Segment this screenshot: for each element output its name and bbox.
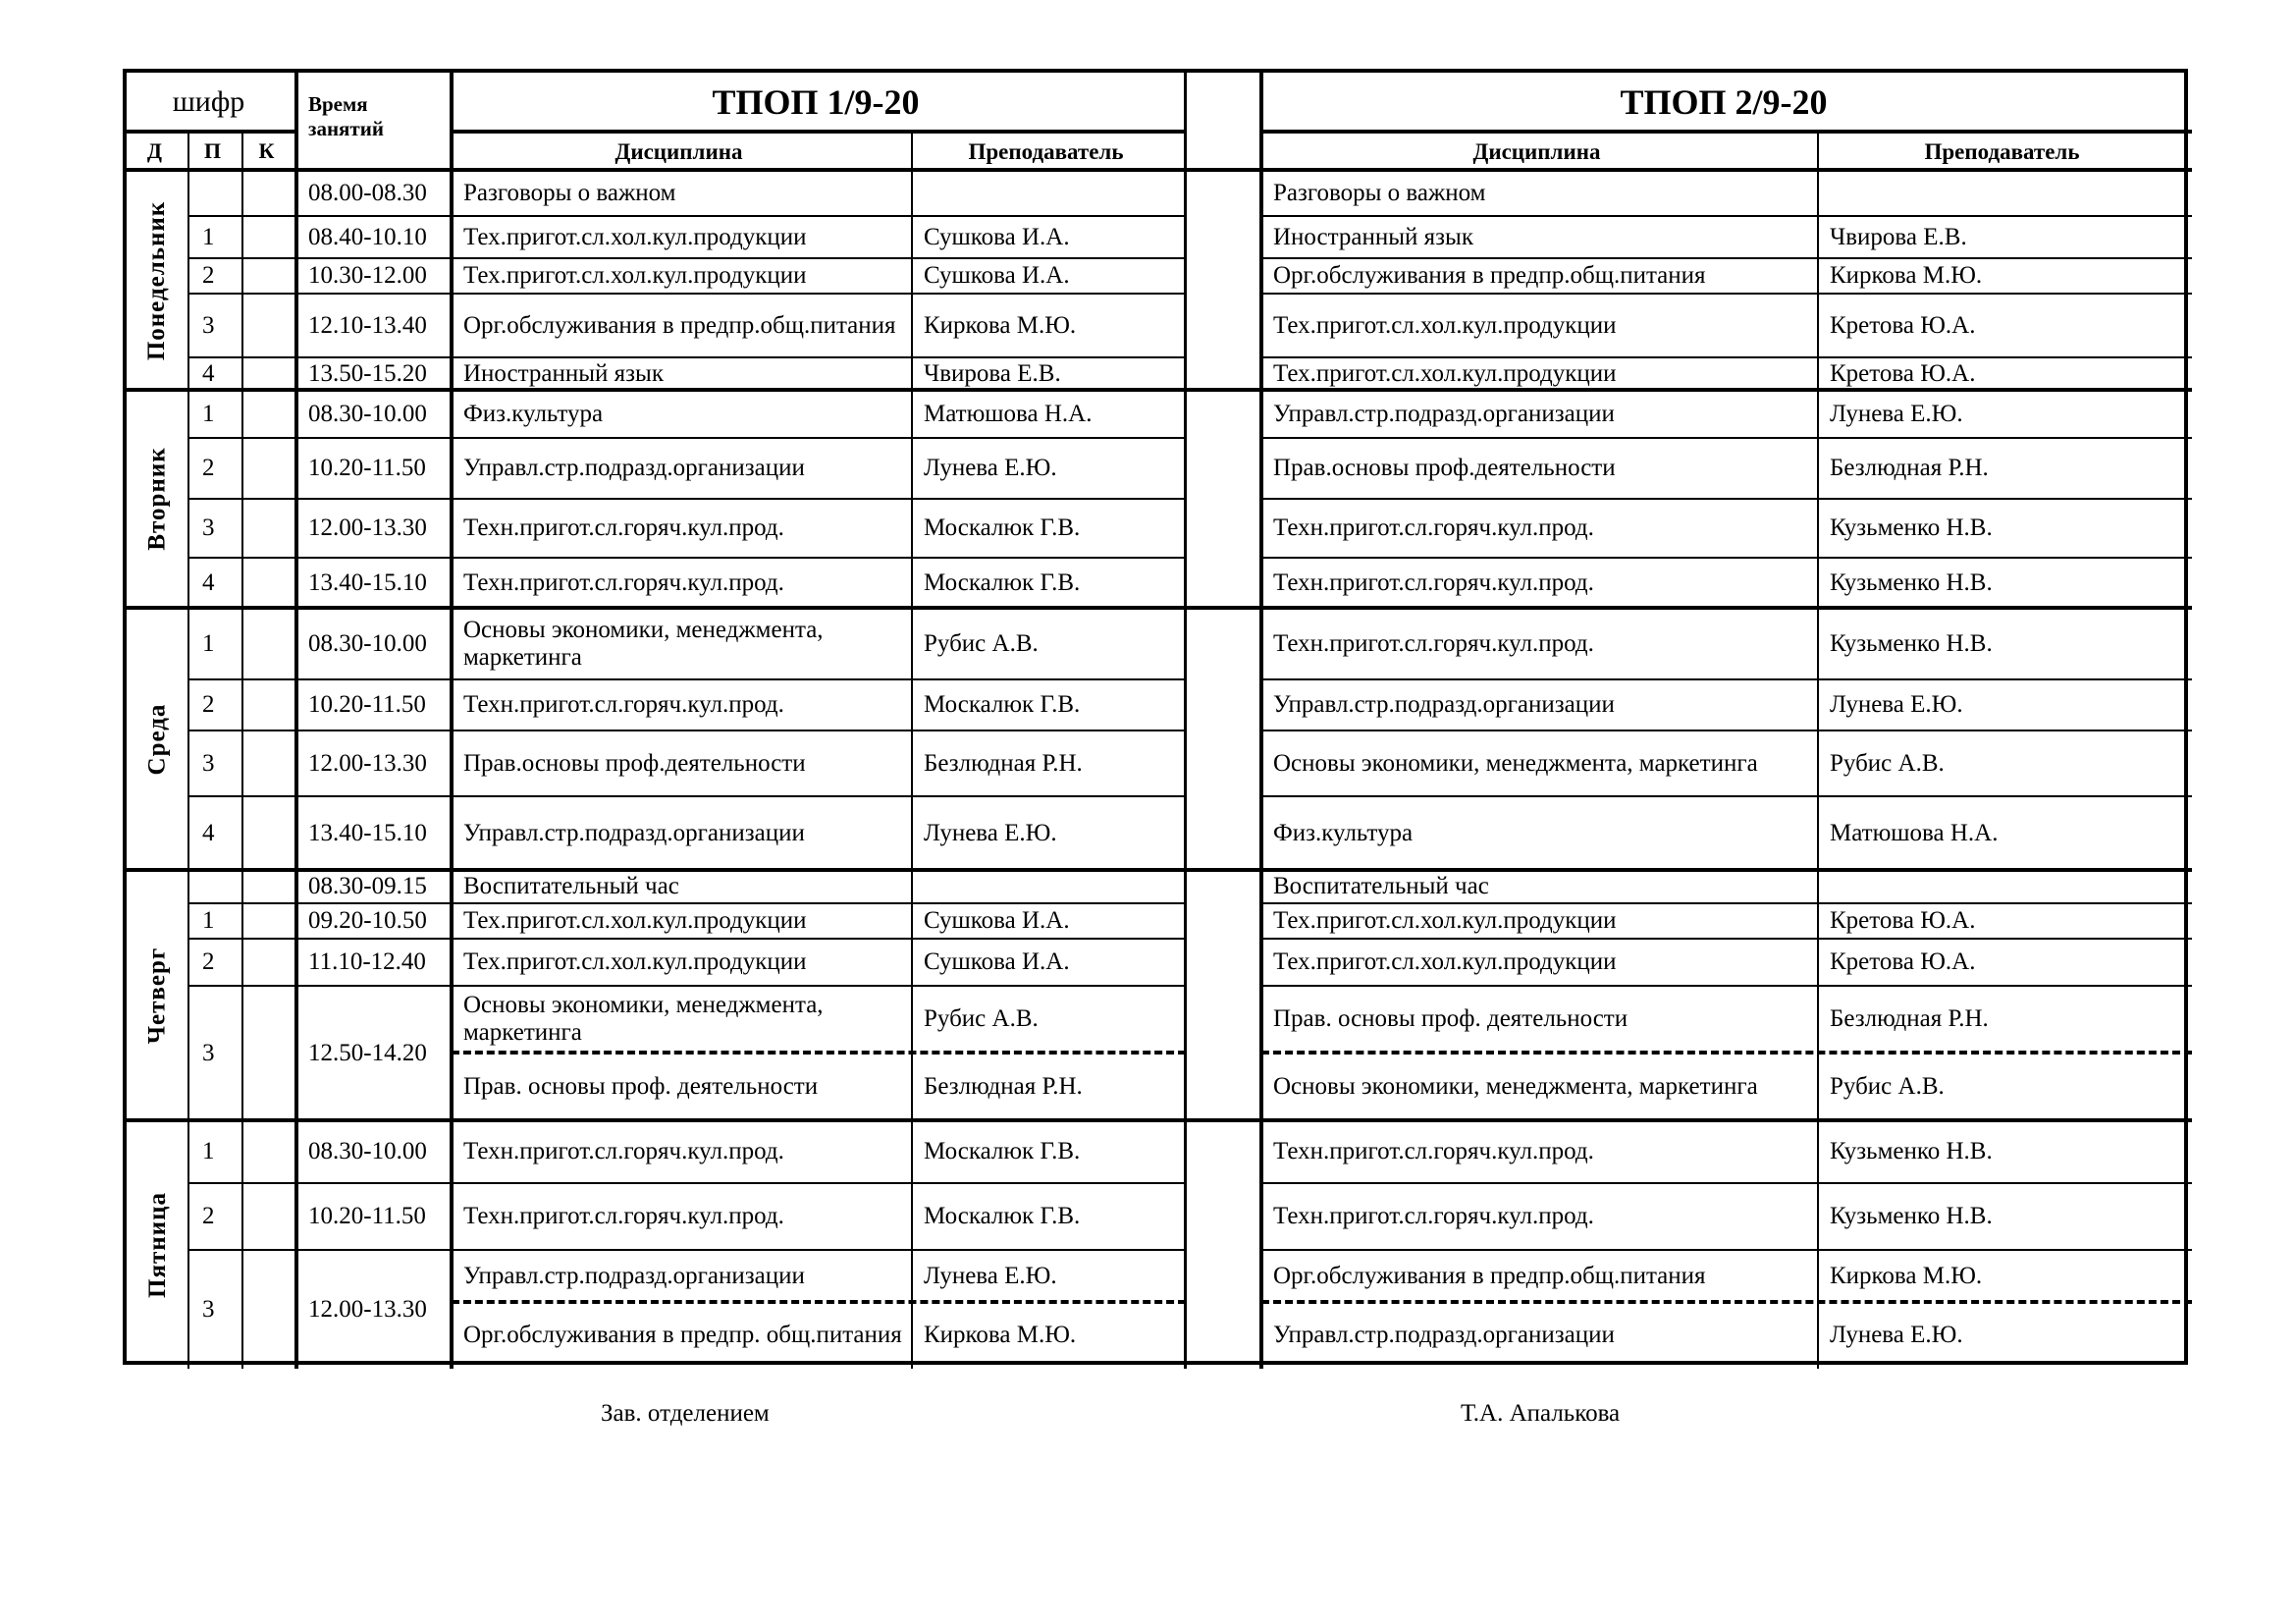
col-divider [1259, 73, 1263, 1369]
header-d: Д [146, 138, 163, 163]
group2-discipline: Прав. основы проф. деятельности [1273, 1005, 1629, 1032]
group1-teacher: Москалюк Г.В. [924, 1138, 1081, 1164]
lesson-number: 4 [202, 819, 215, 846]
group2-discipline: Управл.стр.подразд.организации [1273, 400, 1615, 427]
group1-discipline-alt: Прав. основы проф. деятельности [463, 1072, 819, 1100]
lesson-time: 12.00-13.30 [308, 514, 427, 541]
header-group2: ТПОП 2/9-20 [1620, 82, 1828, 122]
lesson-number [202, 171, 237, 216]
day-name: Вторник [143, 447, 171, 551]
col-divider [294, 73, 298, 1369]
lesson-time: 08.30-10.00 [308, 1138, 427, 1164]
group2-teacher: Рубис А.В. [1830, 749, 1945, 777]
lesson-number: 4 [202, 568, 215, 596]
group2-discipline: Прав.основы проф.деятельности [1273, 455, 1616, 481]
group1-teacher: Чвирова Е.В. [924, 359, 1061, 387]
group2-teacher: Лунева Е.Ю. [1830, 400, 1963, 427]
group2-teacher: Безлюдная Р.Н. [1830, 455, 1989, 481]
group1-discipline: Основы экономики, менеджмента, маркетинга [463, 616, 824, 671]
group1-discipline: Управл.стр.подразд.организации [463, 819, 805, 846]
day-label [127, 608, 188, 870]
lesson-time: 08.30-10.00 [308, 629, 427, 657]
header-divider [1261, 130, 2192, 134]
lesson-time: 09.20-10.50 [308, 907, 427, 934]
group1-teacher: Безлюдная Р.Н. [924, 749, 1083, 777]
group1-discipline: Техн.пригот.сл.горяч.кул.прод. [463, 691, 784, 718]
group2-discipline: Разговоры о важном [1273, 180, 1486, 206]
lesson-time: 12.00-13.30 [308, 749, 427, 777]
group1-teacher: Москалюк Г.В. [924, 568, 1081, 596]
lesson-number: 1 [202, 1138, 215, 1164]
group1-discipline: Техн.пригот.сл.горяч.кул.прод. [463, 568, 784, 596]
lesson-number: 1 [202, 629, 215, 657]
day-name: Четверг [143, 947, 171, 1044]
schedule-table [123, 69, 2188, 1365]
group1-teacher: Рубис А.В. [924, 1005, 1039, 1032]
day-label [127, 1120, 188, 1369]
group2-teacher: Кретова Ю.А. [1830, 359, 1976, 387]
lesson-number: 3 [202, 1295, 215, 1323]
group1-discipline: Тех.пригот.сл.хол.кул.продукции [463, 262, 807, 289]
group1-discipline: Управл.стр.подразд.организации [463, 1262, 805, 1289]
group2-teacher: Чвирова Е.В. [1830, 223, 1967, 250]
group2-discipline: Основы экономики, менеджмента, маркетинга [1273, 749, 1758, 777]
group1-discipline: Разговоры о важном [463, 180, 676, 206]
group2-teacher: Кретова Ю.А. [1830, 311, 1976, 339]
group1-discipline: Техн.пригот.сл.горяч.кул.прод. [463, 1138, 784, 1164]
group2-teacher: Матюшова Н.А. [1830, 819, 1999, 846]
group2-discipline: Техн.пригот.сл.горяч.кул.прод. [1273, 629, 1594, 657]
group2-teacher: Кузьменко Н.В. [1830, 1138, 1993, 1164]
group2-teacher: Киркова М.Ю. [1830, 262, 1983, 289]
lesson-number: 3 [202, 1039, 215, 1066]
day-name: Понедельник [143, 200, 171, 360]
group1-teacher-alt: Безлюдная Р.Н. [924, 1072, 1083, 1100]
week-split-divider [1261, 1051, 2192, 1055]
day-label [127, 171, 188, 390]
group2-discipline: Тех.пригот.сл.хол.кул.продукции [1273, 359, 1617, 387]
group1-teacher: Москалюк Г.В. [924, 514, 1081, 541]
lesson-time: 10.20-11.50 [308, 1203, 426, 1229]
header-divider [127, 130, 296, 134]
lesson-number: 3 [202, 749, 215, 777]
group1-teacher: Киркова М.Ю. [924, 311, 1077, 339]
footer-position: Зав. отделением [601, 1400, 770, 1427]
lesson-time: 08.30-10.00 [308, 400, 427, 427]
group1-teacher [924, 171, 1180, 216]
group2-discipline: Техн.пригот.сл.горяч.кул.прод. [1273, 514, 1594, 541]
group1-teacher [924, 870, 1180, 903]
group2-discipline: Физ.культура [1273, 819, 1414, 846]
group1-discipline: Техн.пригот.сл.горяч.кул.прод. [463, 514, 784, 541]
group1-teacher: Сушкова И.А. [924, 907, 1070, 934]
group1-discipline: Иностранный язык [463, 359, 664, 387]
group2-discipline: Тех.пригот.сл.хол.кул.продукции [1273, 907, 1617, 934]
header-time: Время занятий [308, 92, 384, 140]
group2-teacher: Кретова Ю.А. [1830, 907, 1976, 934]
group2-teacher-alt: Лунева Е.Ю. [1830, 1322, 1963, 1348]
group1-discipline: Тех.пригот.сл.хол.кул.продукции [463, 907, 807, 934]
group2-teacher-alt: Рубис А.В. [1830, 1072, 1945, 1100]
lesson-number: 2 [202, 455, 215, 481]
group2-teacher: Кузьменко Н.В. [1830, 629, 1993, 657]
lesson-time: 10.30-12.00 [308, 262, 427, 289]
group2-discipline: Управл.стр.подразд.организации [1273, 691, 1615, 718]
lesson-time: 13.50-15.20 [308, 359, 427, 387]
lesson-time: 10.20-11.50 [308, 455, 426, 481]
lesson-number: 2 [202, 262, 215, 289]
group2-discipline: Техн.пригот.сл.горяч.кул.прод. [1273, 1138, 1594, 1164]
group1-teacher: Матюшова Н.А. [924, 400, 1093, 427]
week-split-divider [452, 1051, 1186, 1055]
group1-discipline: Управл.стр.подразд.организации [463, 455, 805, 481]
group1-teacher: Лунева Е.Ю. [924, 1262, 1057, 1289]
group1-discipline: Тех.пригот.сл.хол.кул.продукции [463, 948, 807, 975]
lesson-time: 08.40-10.10 [308, 223, 427, 250]
group1-discipline-alt: Орг.обслуживания в предпр. общ.питания [463, 1322, 902, 1348]
group2-teacher: Киркова М.Ю. [1830, 1262, 1983, 1289]
header-k: К [258, 138, 275, 163]
group2-discipline: Тех.пригот.сл.хол.кул.продукции [1273, 311, 1617, 339]
group1-discipline: Орг.обслуживания в предпр.общ.питания [463, 311, 896, 339]
lesson-number: 1 [202, 907, 215, 934]
header-teacher-1: Преподаватель [968, 138, 1124, 164]
header-discipline-1: Дисциплина [614, 138, 743, 164]
lesson-time: 08.00-08.30 [308, 180, 427, 206]
lesson-number: 1 [202, 223, 215, 250]
group2-discipline-alt: Управл.стр.подразд.организации [1273, 1322, 1615, 1348]
lesson-number: 1 [202, 400, 215, 427]
group2-discipline: Техн.пригот.сл.горяч.кул.прод. [1273, 568, 1594, 596]
group2-teacher [1830, 171, 2186, 216]
lesson-number: 2 [202, 948, 215, 975]
lesson-number: 3 [202, 311, 215, 339]
col-divider [1184, 73, 1187, 1369]
lesson-number: 2 [202, 691, 215, 718]
col-divider [187, 132, 189, 1369]
group2-discipline: Орг.обслуживания в предпр.общ.питания [1273, 262, 1706, 289]
group2-discipline: Орг.обслуживания в предпр.общ.питания [1273, 1262, 1706, 1289]
day-name: Пятница [143, 1191, 171, 1298]
group1-teacher: Москалюк Г.В. [924, 691, 1081, 718]
group1-discipline: Воспитательный час [463, 873, 679, 899]
lesson-time: 12.00-13.30 [308, 1295, 427, 1323]
group2-teacher: Кретова Ю.А. [1830, 948, 1976, 975]
group2-teacher [1830, 870, 2186, 903]
header-shifr: шифр [172, 85, 245, 118]
lesson-time: 10.20-11.50 [308, 691, 426, 718]
day-name: Среда [143, 703, 171, 775]
lesson-number: 4 [202, 359, 215, 387]
group2-discipline: Воспитательный час [1273, 873, 1489, 899]
group1-teacher: Сушкова И.А. [924, 223, 1070, 250]
group2-discipline: Иностранный язык [1273, 223, 1473, 250]
lesson-time: 13.40-15.10 [308, 568, 427, 596]
header-discipline-2: Дисциплина [1472, 138, 1601, 164]
header-teacher-2: Преподаватель [1924, 138, 2080, 164]
group1-teacher: Сушкова И.А. [924, 948, 1070, 975]
week-split-divider [1261, 1300, 2192, 1304]
lesson-time: 08.30-09.15 [308, 873, 427, 899]
group2-teacher: Кузьменко Н.В. [1830, 568, 1993, 596]
col-divider [241, 132, 243, 1369]
group2-teacher: Лунева Е.Ю. [1830, 691, 1963, 718]
lesson-time: 12.50-14.20 [308, 1039, 427, 1066]
group2-teacher: Кузьменко Н.В. [1830, 1203, 1993, 1229]
group2-discipline: Тех.пригот.сл.хол.кул.продукции [1273, 948, 1617, 975]
day-label [127, 390, 188, 608]
group1-discipline: Физ.культура [463, 400, 604, 427]
lesson-time: 11.10-12.40 [308, 948, 426, 975]
header-p: П [203, 138, 222, 163]
group2-teacher: Безлюдная Р.Н. [1830, 1005, 1989, 1032]
header-group1: ТПОП 1/9-20 [712, 82, 920, 122]
group2-discipline-alt: Основы экономики, менеджмента, маркетинга [1273, 1072, 1758, 1100]
group1-teacher: Рубис А.В. [924, 629, 1039, 657]
group1-discipline: Тех.пригот.сл.хол.кул.продукции [463, 223, 807, 250]
lesson-number: 3 [202, 514, 215, 541]
group1-teacher: Сушкова И.А. [924, 262, 1070, 289]
week-split-divider [452, 1300, 1186, 1304]
lesson-time: 12.10-13.40 [308, 311, 427, 339]
col-divider [1817, 132, 1819, 1369]
lesson-number: 2 [202, 1203, 215, 1229]
group1-teacher-alt: Киркова М.Ю. [924, 1322, 1077, 1348]
group2-teacher: Кузьменко Н.В. [1830, 514, 1993, 541]
group1-teacher: Москалюк Г.В. [924, 1203, 1081, 1229]
day-label [127, 870, 188, 1120]
lesson-time: 13.40-15.10 [308, 819, 427, 846]
group1-discipline: Техн.пригот.сл.горяч.кул.прод. [463, 1203, 784, 1229]
group1-discipline: Основы экономики, менеджмента, маркетинга [463, 992, 824, 1046]
header-divider [452, 130, 1186, 134]
col-divider [450, 73, 454, 1369]
group1-discipline: Прав.основы проф.деятельности [463, 749, 806, 777]
col-divider [911, 132, 913, 1369]
footer-name: Т.А. Апалькова [1461, 1400, 1621, 1427]
lesson-number [202, 870, 237, 903]
group1-teacher: Лунева Е.Ю. [924, 819, 1057, 846]
group1-teacher: Лунева Е.Ю. [924, 455, 1057, 481]
group2-discipline: Техн.пригот.сл.горяч.кул.прод. [1273, 1203, 1594, 1229]
